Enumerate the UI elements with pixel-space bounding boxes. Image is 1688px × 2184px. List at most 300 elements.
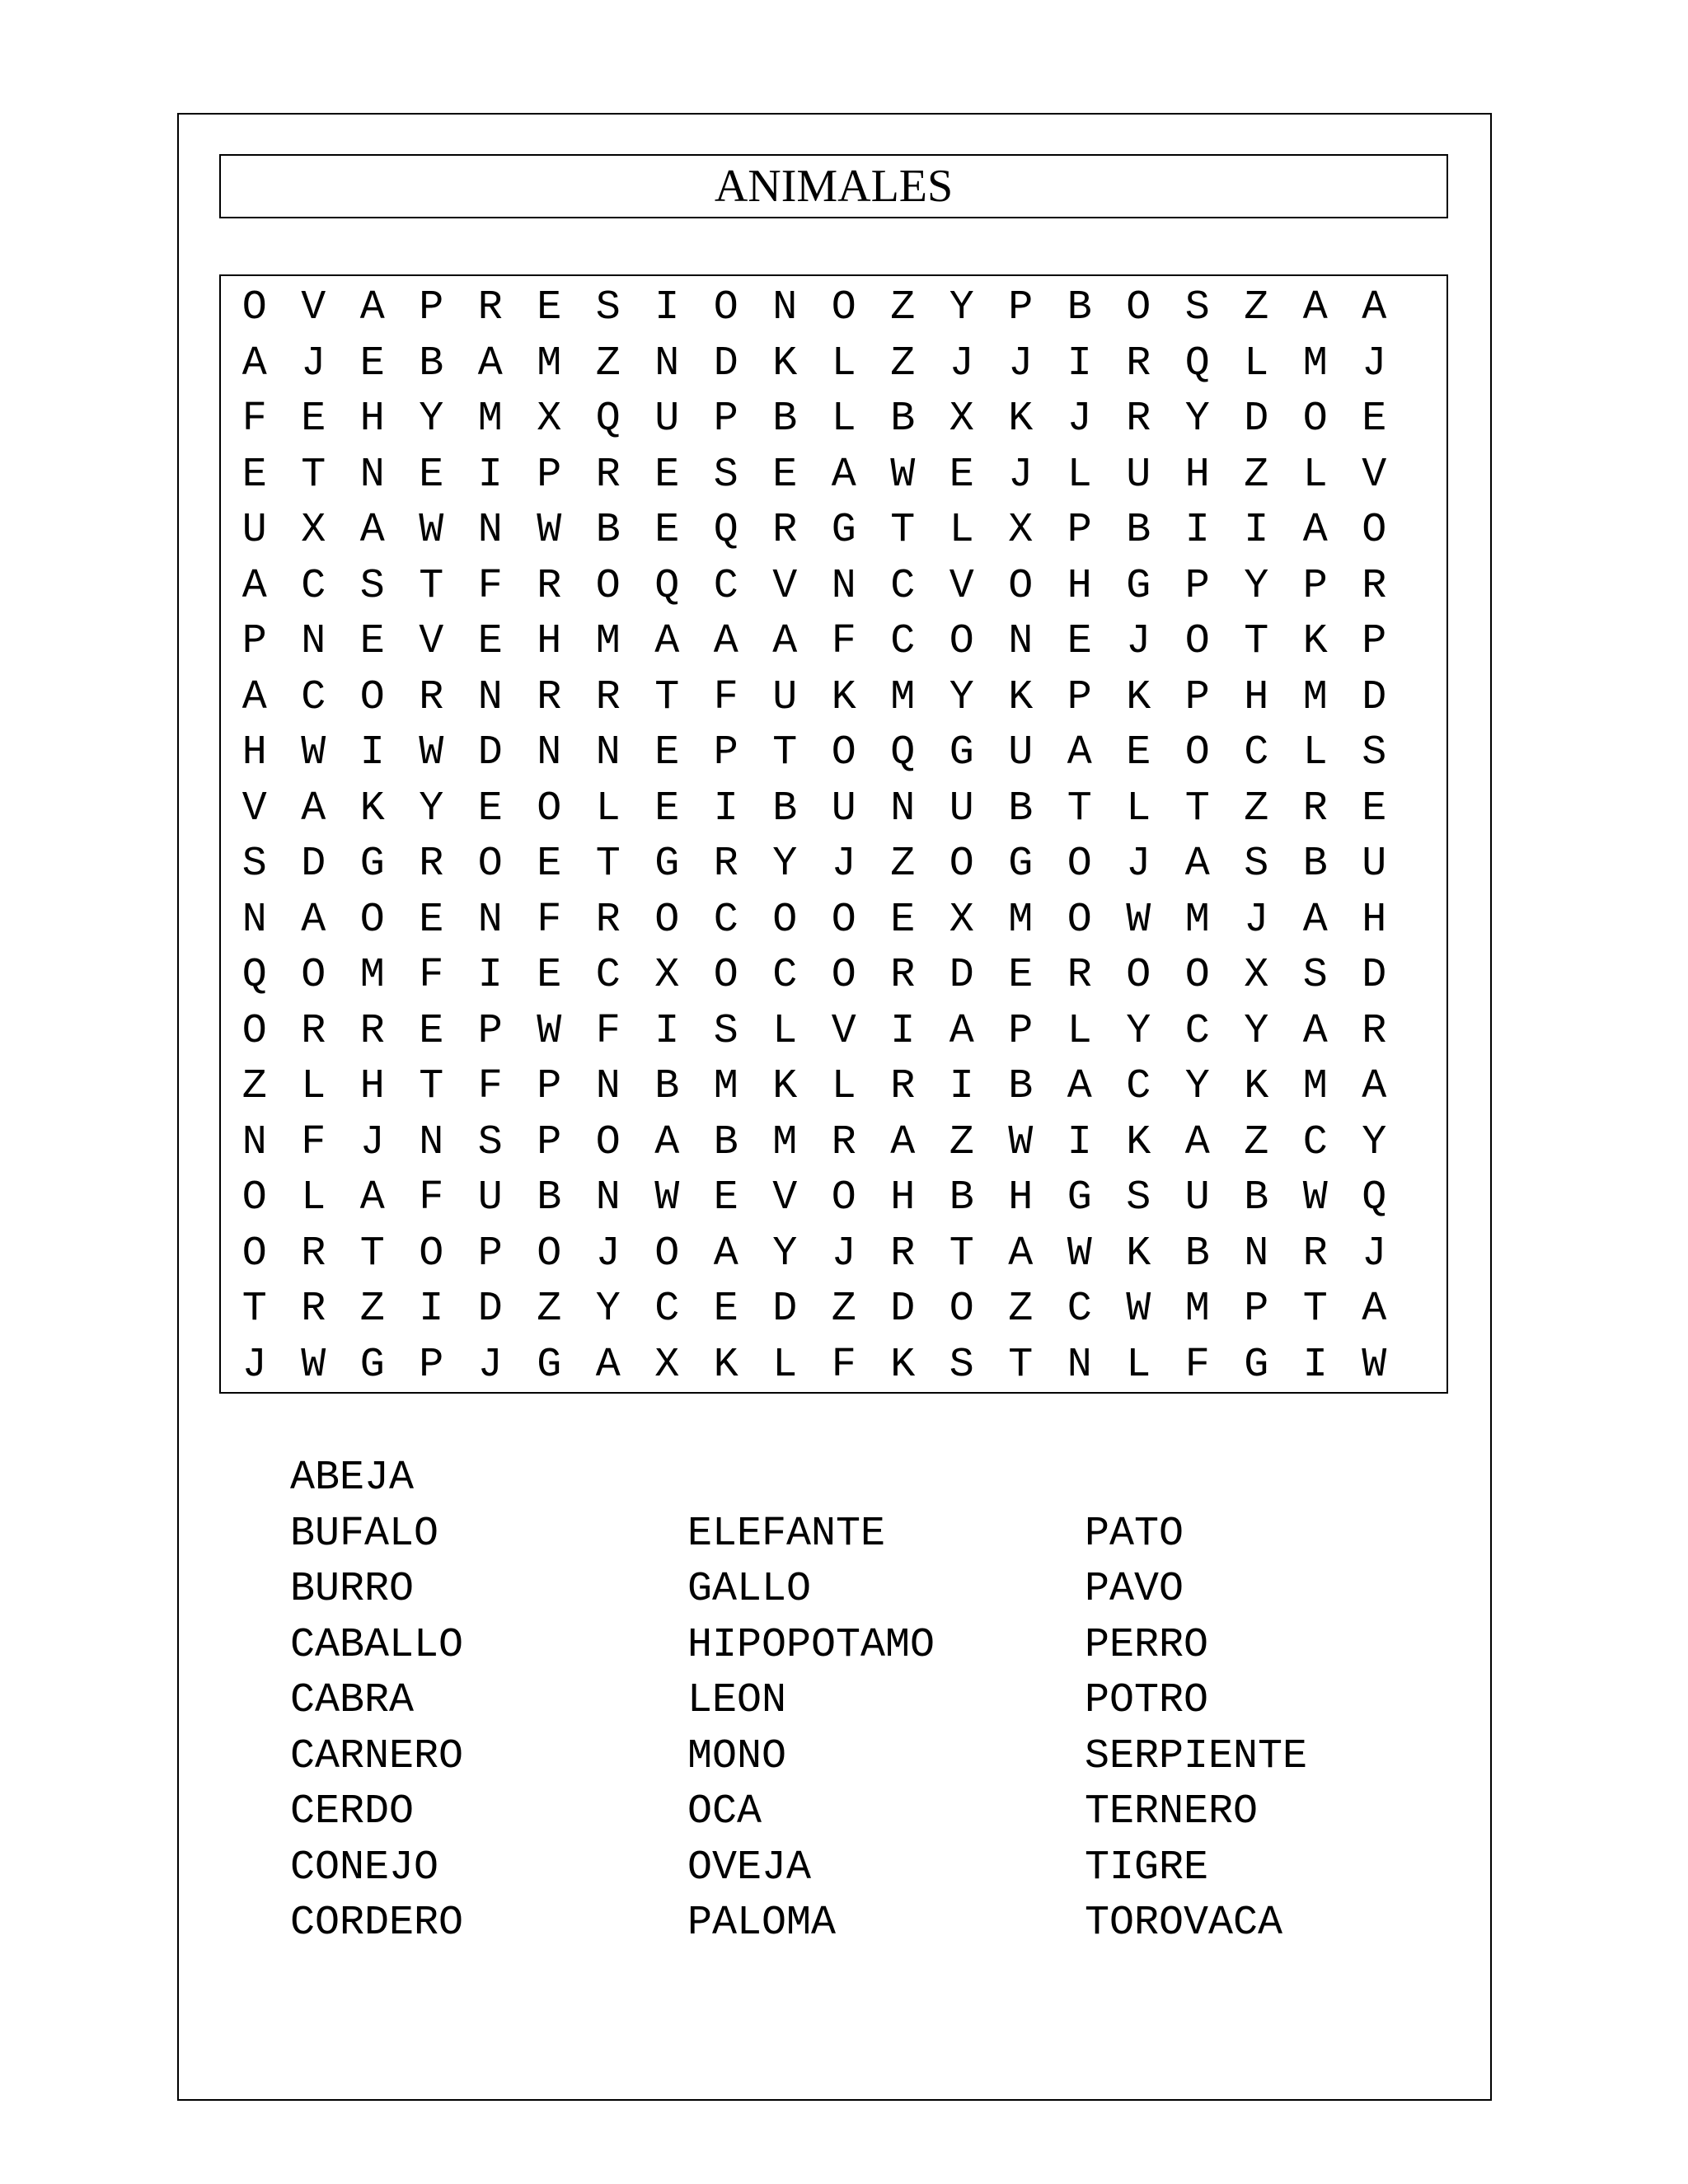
grid-row (221, 837, 1447, 893)
grid-letter: Z (1008, 1286, 1034, 1333)
grid-row (221, 280, 1447, 336)
grid-letter: P (537, 1063, 562, 1110)
grid-letter: O (1184, 952, 1210, 999)
grid-letter: H (1184, 451, 1210, 499)
grid-letter: O (654, 1230, 680, 1277)
grid-letter: F (831, 618, 856, 665)
grid-letter: O (419, 1230, 444, 1277)
grid-letter: O (831, 896, 856, 944)
grid-letter: C (1126, 1063, 1151, 1110)
grid-letter: J (949, 340, 974, 387)
grid-letter: D (890, 1286, 916, 1333)
grid-letter: N (1008, 618, 1034, 665)
grid-letter: D (477, 729, 503, 776)
grid-letter: T (1008, 1341, 1034, 1389)
grid-letter: J (1244, 896, 1269, 944)
grid-letter: B (1008, 785, 1034, 832)
grid-letter: N (477, 507, 503, 554)
grid-letter: L (831, 340, 856, 387)
word-list-item: TIGRE (1085, 1844, 1209, 1891)
grid-letter: X (949, 396, 974, 443)
word-list-item: TOROVACA (1085, 1900, 1283, 1947)
grid-row (221, 1338, 1447, 1394)
grid-letter: J (1362, 340, 1387, 387)
grid-letter: U (654, 396, 680, 443)
word-list-item: GALLO (687, 1566, 812, 1613)
grid-letter: D (1362, 952, 1387, 999)
grid-letter: C (1067, 1286, 1092, 1333)
grid-letter: E (301, 396, 326, 443)
word-search-grid (219, 274, 1448, 1394)
grid-letter: R (419, 673, 444, 721)
grid-letter: N (301, 618, 326, 665)
grid-letter: I (1184, 507, 1210, 554)
grid-letter: I (1302, 1341, 1328, 1389)
grid-letter: U (477, 1174, 503, 1221)
grid-letter: P (1244, 1286, 1269, 1333)
grid-letter: S (595, 284, 621, 331)
grid-letter: L (301, 1174, 326, 1221)
grid-letter: W (537, 507, 562, 554)
grid-letter: O (1184, 729, 1210, 776)
grid-letter: P (1362, 618, 1387, 665)
grid-letter: G (831, 507, 856, 554)
grid-letter: Y (1126, 1007, 1151, 1055)
grid-letter: V (1362, 451, 1387, 499)
grid-letter: E (1008, 952, 1034, 999)
grid-letter: F (477, 1063, 503, 1110)
grid-letter: E (359, 618, 385, 665)
grid-letter: S (359, 562, 385, 610)
grid-letter: M (1302, 673, 1328, 721)
grid-letter: P (1067, 673, 1092, 721)
grid-letter: S (1302, 952, 1328, 999)
word-list-item: CABRA (290, 1677, 415, 1724)
word-list-item: MONO (687, 1732, 787, 1780)
grid-letter: H (1067, 562, 1092, 610)
grid-letter: P (419, 284, 444, 331)
grid-letter: N (772, 284, 798, 331)
grid-letter: L (772, 1341, 798, 1389)
grid-letter: T (301, 451, 326, 499)
grid-letter: X (301, 507, 326, 554)
grid-row (221, 336, 1447, 392)
grid-letter: W (537, 1007, 562, 1055)
grid-letter: N (241, 896, 267, 944)
grid-letter: F (241, 396, 267, 443)
grid-letter: C (713, 562, 738, 610)
grid-letter: U (772, 673, 798, 721)
grid-letter: R (419, 841, 444, 888)
word-list-item: PAVO (1085, 1566, 1184, 1613)
grid-letter: R (595, 896, 621, 944)
grid-letter: M (1008, 896, 1034, 944)
grid-letter: P (1008, 284, 1034, 331)
grid-letter: O (359, 896, 385, 944)
grid-letter: C (301, 673, 326, 721)
grid-letter: L (831, 1063, 856, 1110)
grid-letter: E (1126, 729, 1151, 776)
grid-letter: A (359, 1174, 385, 1221)
grid-letter: H (1008, 1174, 1034, 1221)
word-list-item: CABALLO (290, 1621, 464, 1669)
grid-letter: R (1302, 785, 1328, 832)
grid-letter: E (949, 451, 974, 499)
grid-letter: N (890, 785, 916, 832)
grid-letter: E (654, 785, 680, 832)
grid-letter: G (949, 729, 974, 776)
grid-row (221, 725, 1447, 781)
grid-letter: R (890, 952, 916, 999)
grid-letter: A (949, 1007, 974, 1055)
word-list-item: OCA (687, 1788, 762, 1835)
grid-letter: A (713, 618, 738, 665)
grid-row (221, 670, 1447, 726)
grid-letter: V (831, 1007, 856, 1055)
grid-letter: W (1362, 1341, 1387, 1389)
grid-letter: O (949, 1286, 974, 1333)
grid-letter: H (537, 618, 562, 665)
grid-letter: D (301, 841, 326, 888)
grid-letter: M (713, 1063, 738, 1110)
grid-letter: U (241, 507, 267, 554)
grid-row (221, 503, 1447, 559)
grid-letter: J (241, 1341, 267, 1389)
grid-letter: A (595, 1341, 621, 1389)
grid-letter: C (772, 952, 798, 999)
grid-letter: T (949, 1230, 974, 1277)
grid-letter: R (537, 562, 562, 610)
grid-letter: Y (1184, 1063, 1210, 1110)
grid-letter: X (1008, 507, 1034, 554)
grid-letter: A (301, 785, 326, 832)
grid-letter: W (301, 729, 326, 776)
grid-letter: B (949, 1174, 974, 1221)
grid-letter: T (419, 562, 444, 610)
grid-letter: R (890, 1063, 916, 1110)
grid-letter: O (477, 841, 503, 888)
grid-letter: O (713, 284, 738, 331)
word-list-item: OVEJA (687, 1844, 812, 1891)
grid-letter: H (1362, 896, 1387, 944)
grid-letter: O (1302, 396, 1328, 443)
grid-letter: J (1126, 618, 1151, 665)
grid-letter: M (537, 340, 562, 387)
grid-letter: E (713, 1286, 738, 1333)
grid-letter: K (1126, 1118, 1151, 1166)
grid-letter: E (419, 896, 444, 944)
grid-letter: A (654, 1118, 680, 1166)
grid-letter: R (477, 284, 503, 331)
grid-row (221, 448, 1447, 504)
grid-letter: K (890, 1341, 916, 1389)
grid-letter: X (537, 396, 562, 443)
grid-letter: W (1302, 1174, 1328, 1221)
grid-letter: P (1067, 507, 1092, 554)
grid-letter: I (477, 451, 503, 499)
grid-letter: C (1244, 729, 1269, 776)
grid-letter: S (1244, 841, 1269, 888)
grid-letter: P (477, 1007, 503, 1055)
grid-letter: R (831, 1118, 856, 1166)
grid-letter: K (359, 785, 385, 832)
grid-letter: W (419, 507, 444, 554)
grid-letter: R (1302, 1230, 1328, 1277)
word-list-item: CERDO (290, 1788, 415, 1835)
grid-letter: O (1067, 841, 1092, 888)
grid-letter: Q (1184, 340, 1210, 387)
grid-letter: O (241, 1007, 267, 1055)
grid-letter: E (419, 451, 444, 499)
word-list-item: HIPOPOTAMO (687, 1621, 935, 1669)
grid-letter: H (241, 729, 267, 776)
grid-letter: L (595, 785, 621, 832)
grid-letter: Z (1244, 1118, 1269, 1166)
grid-letter: V (949, 562, 974, 610)
grid-letter: M (772, 1118, 798, 1166)
grid-letter: S (1126, 1174, 1151, 1221)
grid-letter: I (1244, 507, 1269, 554)
grid-letter: R (301, 1230, 326, 1277)
grid-letter: Y (949, 284, 974, 331)
grid-letter: X (1244, 952, 1269, 999)
grid-letter: S (1362, 729, 1387, 776)
word-list-item: ELEFANTE (687, 1510, 886, 1558)
grid-letter: E (1362, 396, 1387, 443)
grid-letter: Z (359, 1286, 385, 1333)
grid-letter: L (1067, 451, 1092, 499)
grid-letter: F (595, 1007, 621, 1055)
grid-letter: L (1302, 451, 1328, 499)
grid-letter: E (419, 1007, 444, 1055)
grid-letter: M (1184, 1286, 1210, 1333)
grid-letter: R (537, 673, 562, 721)
grid-letter: T (654, 673, 680, 721)
grid-letter: D (772, 1286, 798, 1333)
grid-letter: Z (537, 1286, 562, 1333)
grid-row (221, 1004, 1447, 1060)
grid-row (221, 1282, 1447, 1338)
grid-letter: H (359, 396, 385, 443)
grid-letter: P (1008, 1007, 1034, 1055)
grid-letter: X (654, 952, 680, 999)
grid-letter: E (654, 507, 680, 554)
grid-letter: L (1126, 785, 1151, 832)
grid-letter: B (1244, 1174, 1269, 1221)
grid-row (221, 559, 1447, 615)
grid-letter: A (359, 507, 385, 554)
title-text: ANIMALES (714, 161, 954, 212)
grid-letter: A (1302, 896, 1328, 944)
grid-letter: E (537, 841, 562, 888)
grid-letter: A (1008, 1230, 1034, 1277)
grid-letter: F (419, 1174, 444, 1221)
grid-letter: A (1362, 284, 1387, 331)
grid-letter: G (1067, 1174, 1092, 1221)
grid-letter: A (772, 618, 798, 665)
grid-letter: O (241, 1174, 267, 1221)
grid-letter: K (772, 1063, 798, 1110)
grid-letter: J (301, 340, 326, 387)
grid-letter: K (1126, 1230, 1151, 1277)
grid-letter: R (890, 1230, 916, 1277)
grid-letter: I (890, 1007, 916, 1055)
grid-letter: G (1244, 1341, 1269, 1389)
grid-letter: V (772, 1174, 798, 1221)
grid-letter: R (1126, 340, 1151, 387)
grid-letter: O (1362, 507, 1387, 554)
grid-letter: Z (1244, 785, 1269, 832)
grid-letter: E (477, 785, 503, 832)
grid-letter: B (772, 396, 798, 443)
grid-letter: H (890, 1174, 916, 1221)
grid-letter: R (301, 1286, 326, 1333)
grid-letter: I (419, 1286, 444, 1333)
grid-letter: A (477, 340, 503, 387)
grid-letter: E (477, 618, 503, 665)
word-list-item: LEON (687, 1677, 787, 1724)
grid-letter: P (477, 1230, 503, 1277)
grid-letter: P (713, 396, 738, 443)
grid-letter: O (537, 1230, 562, 1277)
grid-letter: C (890, 618, 916, 665)
grid-letter: R (359, 1007, 385, 1055)
grid-letter: F (1184, 1341, 1210, 1389)
grid-letter: Z (595, 340, 621, 387)
grid-letter: P (419, 1341, 444, 1389)
grid-letter: D (1362, 673, 1387, 721)
grid-letter: B (537, 1174, 562, 1221)
grid-letter: I (1067, 1118, 1092, 1166)
grid-letter: O (831, 952, 856, 999)
grid-letter: S (713, 1007, 738, 1055)
grid-letter: K (1302, 618, 1328, 665)
grid-letter: C (301, 562, 326, 610)
grid-letter: I (654, 1007, 680, 1055)
grid-letter: A (1184, 1118, 1210, 1166)
grid-letter: T (1244, 618, 1269, 665)
grid-letter: N (1244, 1230, 1269, 1277)
grid-letter: E (359, 340, 385, 387)
grid-letter: L (1302, 729, 1328, 776)
grid-letter: S (1184, 284, 1210, 331)
page-title (219, 154, 1448, 218)
word-list-item: CONEJO (290, 1844, 439, 1891)
grid-letter: A (1067, 1063, 1092, 1110)
grid-letter: B (654, 1063, 680, 1110)
grid-letter: T (241, 1286, 267, 1333)
grid-letter: L (1126, 1341, 1151, 1389)
grid-letter: L (301, 1063, 326, 1110)
grid-letter: A (1362, 1286, 1387, 1333)
grid-row (221, 1170, 1447, 1226)
grid-letter: F (419, 952, 444, 999)
grid-letter: U (831, 785, 856, 832)
grid-letter: H (359, 1063, 385, 1110)
grid-letter: M (1302, 340, 1328, 387)
grid-letter: F (301, 1118, 326, 1166)
grid-letter: B (772, 785, 798, 832)
grid-letter: V (241, 785, 267, 832)
grid-letter: G (537, 1341, 562, 1389)
grid-letter: B (1184, 1230, 1210, 1277)
grid-letter: E (1067, 618, 1092, 665)
grid-letter: V (301, 284, 326, 331)
grid-letter: I (1067, 340, 1092, 387)
grid-letter: Z (831, 1286, 856, 1333)
grid-letter: Q (654, 562, 680, 610)
grid-letter: K (1008, 396, 1034, 443)
grid-letter: Z (1244, 284, 1269, 331)
grid-letter: Y (1244, 1007, 1269, 1055)
grid-letter: K (831, 673, 856, 721)
word-list-item: PATO (1085, 1510, 1184, 1558)
grid-letter: C (713, 896, 738, 944)
grid-letter: T (1302, 1286, 1328, 1333)
grid-letter: W (1126, 1286, 1151, 1333)
grid-row (221, 781, 1447, 837)
grid-letter: T (1067, 785, 1092, 832)
grid-letter: L (831, 396, 856, 443)
grid-letter: P (1302, 562, 1328, 610)
grid-row (221, 948, 1447, 1004)
grid-letter: L (949, 507, 974, 554)
grid-letter: M (890, 673, 916, 721)
grid-letter: X (654, 1341, 680, 1389)
grid-letter: O (949, 841, 974, 888)
grid-row (221, 1059, 1447, 1115)
word-list-item: TERNERO (1085, 1788, 1259, 1835)
grid-letter: B (1008, 1063, 1034, 1110)
grid-letter: K (772, 340, 798, 387)
grid-letter: H (1244, 673, 1269, 721)
grid-row (221, 1115, 1447, 1171)
grid-letter: Y (419, 396, 444, 443)
grid-letter: F (713, 673, 738, 721)
grid-letter: N (1067, 1341, 1092, 1389)
grid-letter: Q (241, 952, 267, 999)
grid-letter: L (1244, 340, 1269, 387)
grid-letter: J (1126, 841, 1151, 888)
grid-letter: I (654, 284, 680, 331)
grid-letter: A (1302, 1007, 1328, 1055)
grid-letter: O (1184, 618, 1210, 665)
grid-letter: R (772, 507, 798, 554)
grid-letter: O (772, 896, 798, 944)
grid-letter: J (831, 841, 856, 888)
grid-letter: V (419, 618, 444, 665)
grid-letter: F (477, 562, 503, 610)
grid-letter: L (772, 1007, 798, 1055)
grid-letter: C (595, 952, 621, 999)
grid-letter: D (949, 952, 974, 999)
grid-letter: Q (890, 729, 916, 776)
grid-letter: M (359, 952, 385, 999)
grid-letter: Y (1362, 1118, 1387, 1166)
grid-letter: R (595, 673, 621, 721)
grid-letter: X (949, 896, 974, 944)
grid-letter: S (949, 1341, 974, 1389)
grid-letter: K (1008, 673, 1034, 721)
grid-letter: Z (890, 284, 916, 331)
grid-letter: A (1302, 284, 1328, 331)
grid-letter: I (949, 1063, 974, 1110)
grid-letter: F (831, 1341, 856, 1389)
grid-letter: N (241, 1118, 267, 1166)
grid-letter: R (1362, 1007, 1387, 1055)
grid-letter: K (1244, 1063, 1269, 1110)
grid-letter: D (477, 1286, 503, 1333)
